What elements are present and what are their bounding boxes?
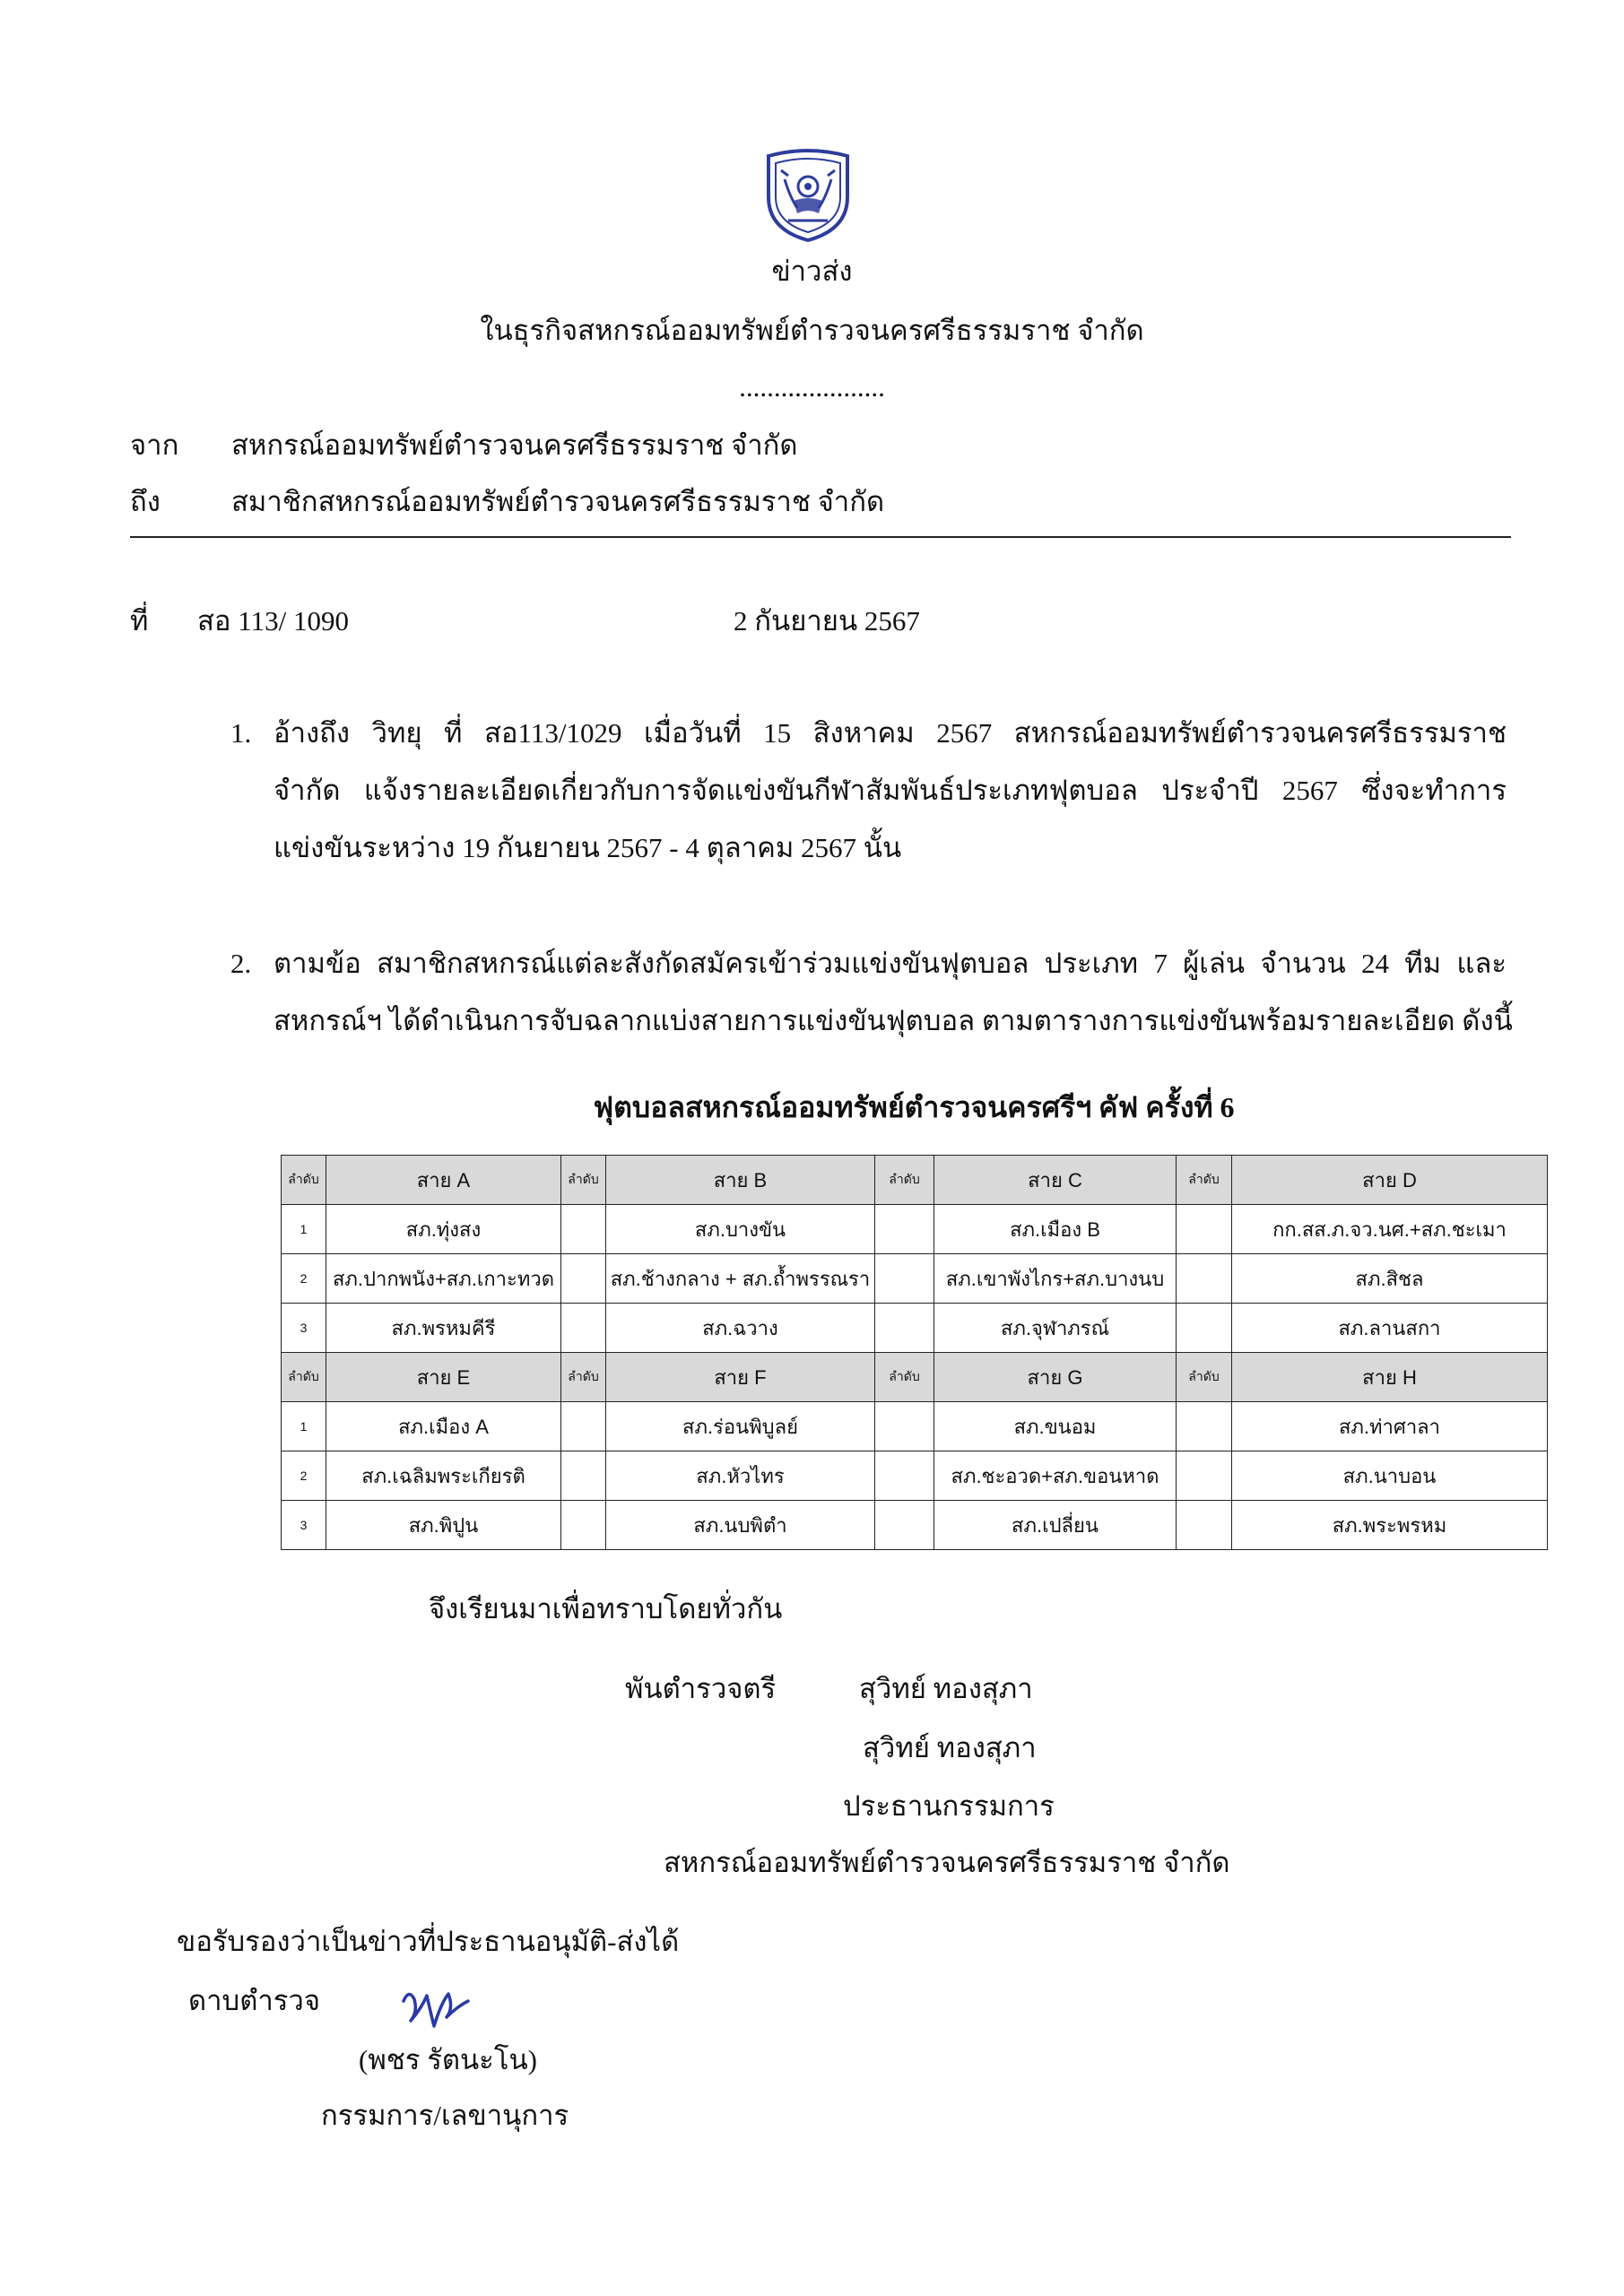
order-number-cell <box>1177 1304 1232 1353</box>
team-cell: สภ.นบพิตำ <box>606 1501 875 1550</box>
ref-number: สอ 113/ 1090 <box>197 605 350 637</box>
order-header-cell: ลำดับ <box>875 1353 934 1402</box>
order-number-cell <box>1177 1254 1232 1304</box>
certification-text: ขอรับรองว่าเป็นข่าวที่ประธานอนุมัติ-ส่งได้ <box>177 1926 680 1957</box>
to-label: ถึง <box>130 486 161 517</box>
signer-organization: สหกรณ์ออมทรัพย์ตำรวจนครศรีธรรมราช จำกัด <box>664 1847 1230 1878</box>
document-subtitle: ในธุรกิจสหกรณ์ออมทรัพย์ตำรวจนครศรีธรรมราช จำกัด <box>480 315 1144 346</box>
from-value: สหกรณ์ออมทรัพย์ตำรวจนครศรีธรรมราช จำกัด <box>231 429 798 461</box>
order-number-cell <box>875 1205 934 1254</box>
team-cell: สภ.จุฬาภรณ์ <box>934 1304 1177 1353</box>
team-cell: กก.สส.ภ.จว.นศ.+สภ.ชะเมา <box>1232 1205 1548 1254</box>
group-name-cell: สาย E <box>326 1353 561 1402</box>
group-name-cell: สาย C <box>934 1156 1177 1205</box>
order-header-cell: ลำดับ <box>282 1156 326 1205</box>
group-name-cell: สาย G <box>934 1353 1177 1402</box>
order-number-cell <box>561 1304 606 1353</box>
signer-signature-name: สุวิทย์ ทองสุภา <box>859 1673 1033 1704</box>
group-header-row <box>282 1353 1548 1402</box>
paragraph-2-line-1: ตามข้อ สมาชิกสหกรณ์แต่ละสังกัดสมัครเข้าร่วมแข่งขันฟุตบอล ประเภท 7 ผู้เล่น จำนวน 24 ทีม และ <box>274 948 1507 979</box>
paragraph-2-line-2: สหกรณ์ฯ ได้ดำเนินการจับฉลากแบ่งสายการแข่งขันฟุตบอล ตามตารางการแข่งขันพร้อมรายละเอียด ดังนี้ <box>274 1005 1513 1036</box>
team-cell: สภ.หัวไทร <box>606 1451 875 1501</box>
order-header-cell: ลำดับ <box>875 1156 934 1205</box>
order-number-cell <box>875 1501 934 1550</box>
order-number-cell <box>1177 1501 1232 1550</box>
to-value: สมาชิกสหกรณ์ออมทรัพย์ตำรวจนครศรีธรรมราช จำกัด <box>231 486 885 517</box>
paragraph-1 <box>230 705 1507 877</box>
team-cell: สภ.ลานสกา <box>1232 1304 1548 1353</box>
team-cell: สภ.พรหมคีรี <box>326 1304 561 1353</box>
order-number-cell <box>875 1304 934 1353</box>
team-cell: สภ.ท่าศาลา <box>1232 1402 1548 1451</box>
table-row <box>282 1304 1548 1353</box>
certifier-rank: ดาบตำรวจ <box>188 1985 320 2016</box>
team-cell: สภ.เขาพังไกร+สภ.บางนบ <box>934 1254 1177 1304</box>
paragraph-2-number: 2. <box>230 948 252 979</box>
group-name-cell: สาย A <box>326 1156 561 1205</box>
table-row <box>282 1501 1548 1550</box>
order-number-cell: 3 <box>282 1501 326 1550</box>
team-cell: สภ.เปลี่ยน <box>934 1501 1177 1550</box>
team-cell: สภ.เฉลิมพระเกียรติ <box>326 1451 561 1501</box>
team-cell: สภ.เมือง B <box>934 1205 1177 1254</box>
paragraph-1-line-2: จำกัด แจ้งรายละเอียดเกี่ยวกับการจัดแข่งขันกีฬาสัมพันธ์ประเภทฟุตบอล ประจำปี 2567 ซึ่งจะทำการ <box>274 775 1507 806</box>
order-number-cell: 1 <box>282 1205 326 1254</box>
header-rule <box>130 536 1511 538</box>
order-number-cell <box>1177 1451 1232 1501</box>
team-cell: สภ.ปากพนัง+สภ.เกาะทวด <box>326 1254 561 1304</box>
cooperative-emblem-icon <box>758 143 858 244</box>
table-title: ฟุตบอลสหกรณ์ออมทรัพย์ตำรวจนครศรีฯ คัฟ ครั้งที่ 6 <box>593 1091 1235 1123</box>
groups-table <box>281 1155 1548 1550</box>
dotted-separator: ..................... <box>739 371 885 403</box>
team-cell: สภ.ร่อนพิบูลย์ <box>606 1402 875 1451</box>
group-name-cell: สาย B <box>606 1156 875 1205</box>
team-cell: สภ.พิปูน <box>326 1501 561 1550</box>
order-header-cell: ลำดับ <box>1177 1353 1232 1402</box>
order-number-cell: 2 <box>282 1254 326 1304</box>
order-header-cell: ลำดับ <box>561 1353 606 1402</box>
certifier-position: กรรมการ/เลขานุการ <box>321 2100 569 2131</box>
team-cell: สภ.สิชล <box>1232 1254 1548 1304</box>
ref-label: ที่ <box>130 605 149 637</box>
team-cell: สภ.บางขัน <box>606 1205 875 1254</box>
table-row <box>282 1451 1548 1501</box>
paragraph-1-line-3: แข่งขันระหว่าง 19 กันยายน 2567 - 4 ตุลาคม 2567 นั้น <box>274 832 902 863</box>
team-cell: สภ.พระพรหม <box>1232 1501 1548 1550</box>
closing-text: จึงเรียนมาเพื่อทราบโดยทั่วกัน <box>429 1593 783 1625</box>
order-number-cell <box>1177 1205 1232 1254</box>
group-header-row <box>282 1156 1548 1205</box>
order-number-cell <box>875 1402 934 1451</box>
team-cell: สภ.ช้างกลาง + สภ.ถ้ำพรรณรา <box>606 1254 875 1304</box>
document-type: ข่าวส่ง <box>771 256 853 287</box>
group-name-cell: สาย D <box>1232 1156 1548 1205</box>
order-number-cell <box>561 1402 606 1451</box>
paragraph-1-line-1: อ้างถึง วิทยุ ที่ สอ113/1029 เมื่อวันที่ 15 สิงหาคม 2567 สหกรณ์ออมทรัพย์ตำรวจนครศรีธรรมราช <box>274 717 1507 749</box>
order-number-cell: 1 <box>282 1402 326 1451</box>
signer-rank: พันตำรวจตรี <box>625 1673 777 1704</box>
order-header-cell: ลำดับ <box>282 1353 326 1402</box>
order-header-cell: ลำดับ <box>1177 1156 1232 1205</box>
ref-date: 2 กันยายน 2567 <box>734 605 920 637</box>
order-header-cell: ลำดับ <box>561 1156 606 1205</box>
team-cell: สภ.ทุ่งสง <box>326 1205 561 1254</box>
group-name-cell: สาย F <box>606 1353 875 1402</box>
order-number-cell: 3 <box>282 1304 326 1353</box>
paragraph-2 <box>230 935 1513 1050</box>
table-row <box>282 1254 1548 1304</box>
from-label: จาก <box>130 429 179 461</box>
order-number-cell <box>875 1254 934 1304</box>
order-number-cell <box>561 1254 606 1304</box>
team-cell: สภ.ขนอม <box>934 1402 1177 1451</box>
signer-position: ประธานกรรมการ <box>843 1790 1055 1822</box>
order-number-cell <box>561 1205 606 1254</box>
order-number-cell <box>561 1451 606 1501</box>
order-number-cell <box>1177 1402 1232 1451</box>
certifier-name: (พชร รัตนะโน) <box>359 2044 537 2075</box>
team-cell: สภ.ชะอวด+สภ.ขอนหาด <box>934 1451 1177 1501</box>
order-number-cell <box>875 1451 934 1501</box>
signer-printed-name: สุวิทย์ ทองสุภา <box>863 1732 1037 1763</box>
team-cell: สภ.นาบอน <box>1232 1451 1548 1501</box>
order-number-cell <box>561 1501 606 1550</box>
group-name-cell: สาย H <box>1232 1353 1548 1402</box>
team-cell: สภ.เมือง A <box>326 1402 561 1451</box>
order-number-cell: 2 <box>282 1451 326 1501</box>
table-row <box>282 1402 1548 1451</box>
paragraph-1-number: 1. <box>230 717 252 749</box>
table-row <box>282 1205 1548 1254</box>
team-cell: สภ.ฉวาง <box>606 1304 875 1353</box>
handwritten-signature-icon <box>395 1981 493 2035</box>
